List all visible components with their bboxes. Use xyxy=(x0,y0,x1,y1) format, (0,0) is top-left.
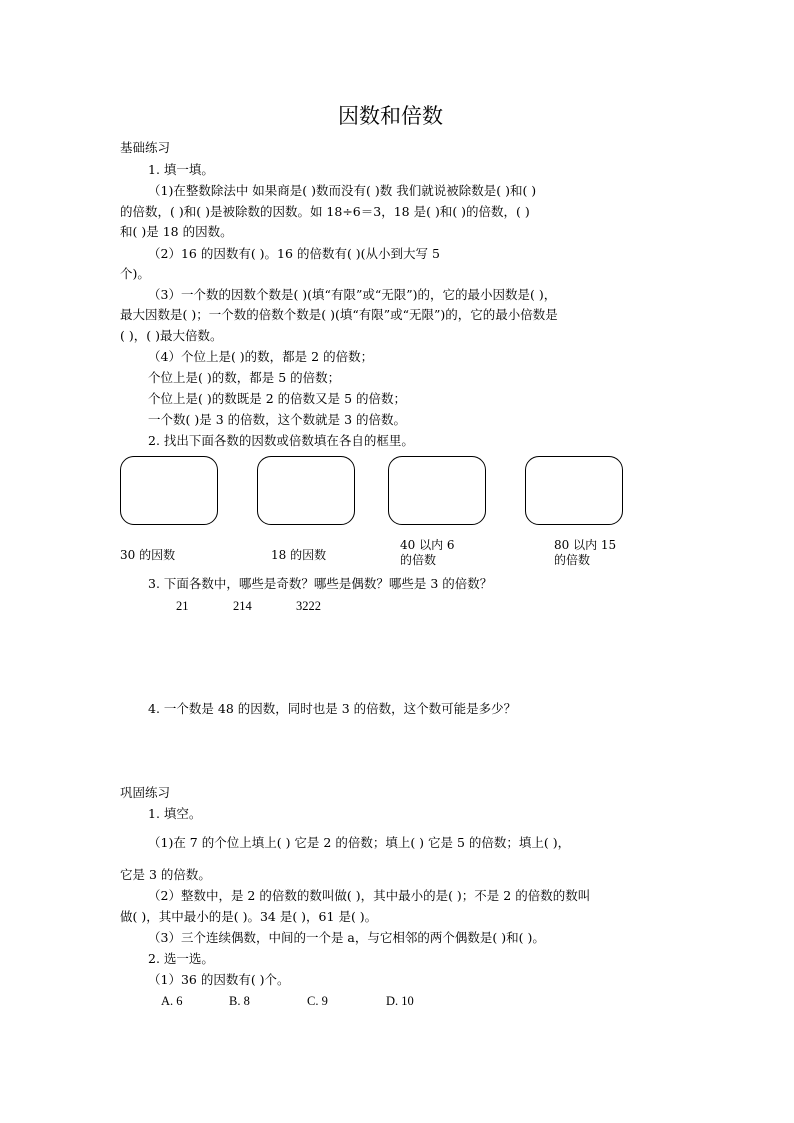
q1-line-5: 个)。 xyxy=(120,266,150,281)
c-q1-line-3: （2）整数中，是 2 的倍数的数叫做( )，其中最小的是( )；不是 2 的倍数的数叫 xyxy=(148,888,591,903)
option-a: A. 6 xyxy=(161,994,183,1008)
c-q1-line-1: （1)在 7 的个位上填上( ) 它是 2 的倍数；填上( ) 它是 5 的倍数；填上( )， xyxy=(148,835,571,850)
q1-line-9: （4）个位上是( )的数，都是 2 的倍数； xyxy=(148,349,374,364)
answer-box-1[interactable] xyxy=(120,456,218,525)
q1-line-11: 个位上是( )的数既是 2 的倍数又是 5 的倍数； xyxy=(148,391,407,406)
page-title: 因数和倍数 xyxy=(338,104,443,128)
question-2-title: 2. 找出下面各数的因数或倍数填在各自的框里。 xyxy=(148,433,414,448)
question-4-title: 4. 一个数是 48 的因数，同时也是 3 的倍数，这个数可能是多少？ xyxy=(148,701,517,716)
q3-number-1: 21 xyxy=(176,599,189,613)
box-caption-2: 18 的因数 xyxy=(271,548,327,562)
q1-line-4: （2）16 的因数有( )。16 的倍数有( )(从小到大写 5 xyxy=(148,246,440,261)
question-1-title: 1. 填一填。 xyxy=(148,162,214,177)
c-q1-line-5: （3）三个连续偶数，中间的一个是 a，与它相邻的两个偶数是( )和( )。 xyxy=(148,930,545,945)
q1-line-8: ( )，( )最大倍数。 xyxy=(120,328,223,343)
option-d: D. 10 xyxy=(386,994,414,1008)
box-caption-3 xyxy=(400,538,455,568)
q3-number-2: 214 xyxy=(233,599,252,613)
box-caption-1: 30 的因数 xyxy=(120,548,176,562)
c-question-2-title: 2. 选一选。 xyxy=(148,951,214,966)
q1-line-2: 的倍数，( )和( )是被除数的因数。如 18÷6＝3，18 是( )和( )的倍数，( ) xyxy=(120,204,530,219)
answer-box-2[interactable] xyxy=(257,456,355,525)
c-q1-line-2: 它是 3 的倍数。 xyxy=(120,867,211,882)
question-3-title: 3. 下面各数中，哪些是奇数？哪些是偶数？哪些是 3 的倍数？ xyxy=(148,576,493,591)
option-b: B. 8 xyxy=(229,994,250,1008)
c-q1-line-4: 做( )，其中最小的是( )。34 是( )，61 是( )。 xyxy=(120,909,378,924)
answer-box-3[interactable] xyxy=(388,456,486,525)
section-heading-consolidate: 巩固练习 xyxy=(120,785,171,800)
c-question-1-title: 1. 填空。 xyxy=(148,806,202,821)
box-caption-4-line-2: 的倍数 xyxy=(554,553,591,567)
box-caption-3-line-1: 40 以内 6 xyxy=(400,538,455,552)
q1-line-1: （1)在整数除法中 如果商是( )数而没有( )数 我们就说被除数是( )和( ) xyxy=(148,183,537,198)
q1-line-6: （3）一个数的因数个数是( )(填“有限”或“无限”)的，它的最小因数是( )， xyxy=(148,287,557,302)
section-heading-basic: 基础练习 xyxy=(120,140,171,155)
q1-line-10: 个位上是( )的数，都是 5 的倍数； xyxy=(148,370,341,385)
c-q2-subquestion: （1）36 的因数有( )个。 xyxy=(148,972,290,987)
option-c: C. 9 xyxy=(307,994,328,1008)
q1-line-7: 最大因数是( )；一个数的倍数个数是( )(填“有限”或“无限”)的，它的最小倍数是 xyxy=(120,307,558,322)
box-caption-4-line-1: 80 以内 15 xyxy=(554,538,617,552)
q1-line-12: 一个数( )是 3 的倍数，这个数就是 3 的倍数。 xyxy=(148,412,407,427)
answer-box-4[interactable] xyxy=(525,456,623,525)
q1-line-3: 和( )是 18 的因数。 xyxy=(120,224,233,239)
box-caption-3-line-2: 的倍数 xyxy=(400,553,437,567)
box-caption-4 xyxy=(554,538,616,568)
q3-number-3: 3222 xyxy=(296,599,321,613)
